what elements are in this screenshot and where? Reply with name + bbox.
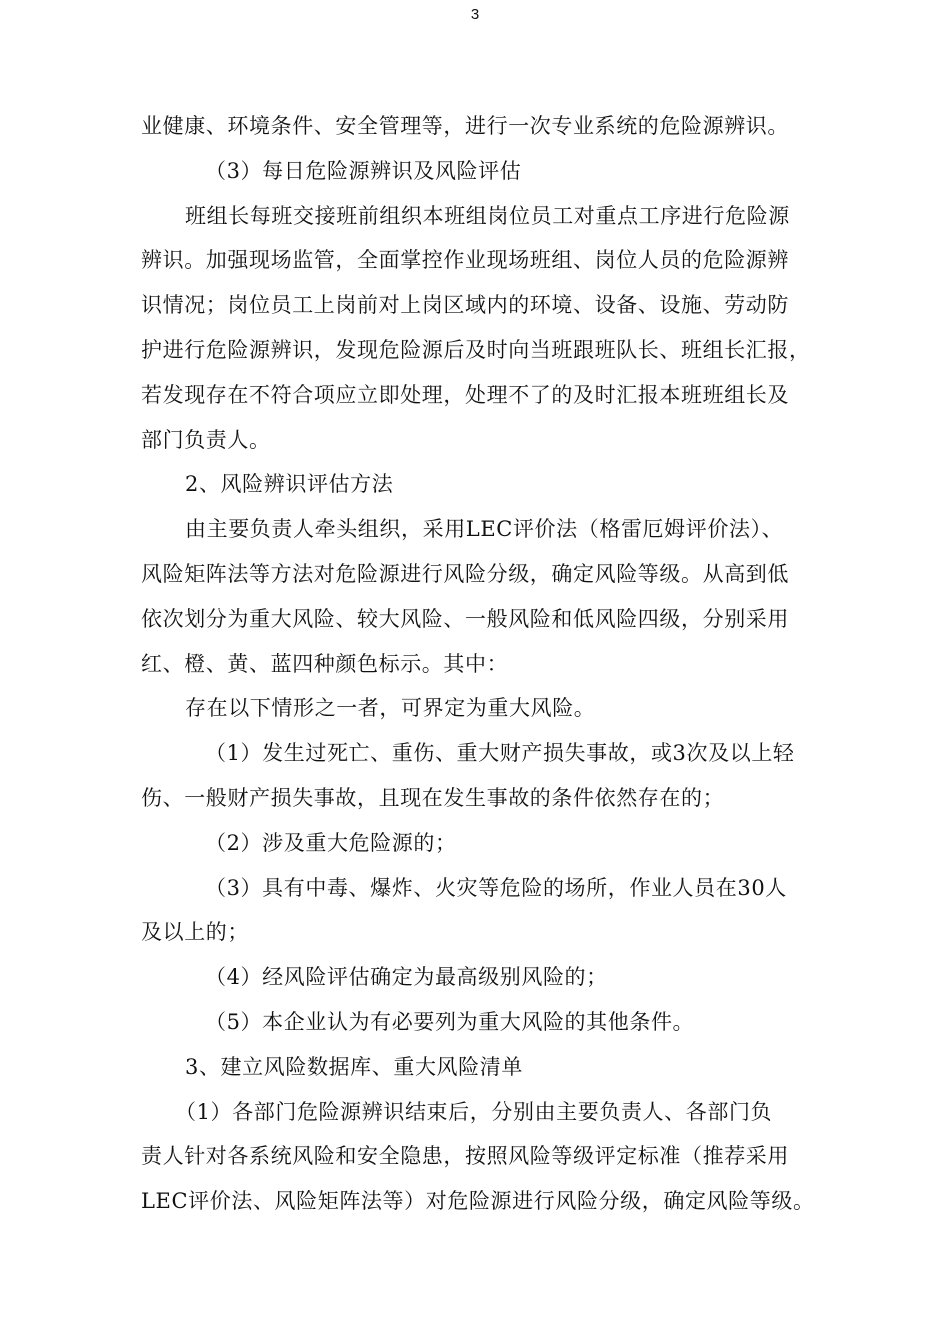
text-line: 若发现存在不符合项应立即处理，处理不了的及时汇报本班班组长及 xyxy=(141,382,789,407)
list-item: （5）本企业认为有必要列为重大风险的其他条件。 xyxy=(205,1009,695,1034)
list-item: （3）具有中毒、爆炸、火灾等危险的场所，作业人员在30人 xyxy=(205,875,787,900)
text-line: 责人针对各系统风险和安全隐患，按照风险等级评定标准（推荐采用 xyxy=(141,1144,789,1169)
text-line: 业健康、环境条件、安全管理等，进行一次专业系统的危险源辨识。 xyxy=(141,114,789,138)
body-text xyxy=(141,104,831,1224)
section-heading-risk-method: 2、风险辨识评估方法 xyxy=(185,472,394,497)
text-line: 识情况；岗位员工上岗前对上岗区域内的环境、设备、设施、劳动防 xyxy=(141,293,789,318)
text-line: 红、橙、黄、蓝四种颜色标示。其中： xyxy=(141,651,509,676)
subheading-daily-hazard: （3）每日危险源辨识及风险评估 xyxy=(205,158,522,183)
text-line: 部门负责人。 xyxy=(141,427,271,452)
page-number: 3 xyxy=(470,6,480,23)
text-line: 依次划分为重大风险、较大风险、一般风险和低风险四级，分别采用 xyxy=(141,606,789,631)
list-item: （1）发生过死亡、重伤、重大财产损失事故，或3次及以上轻 xyxy=(205,741,795,766)
text-line: 伤、一般财产损失事故，且现在发生事故的条件依然存在的； xyxy=(141,785,725,810)
text-line: 辨识。加强现场监管，全面掌控作业现场班组、岗位人员的危险源辨 xyxy=(141,248,789,273)
list-item: （2）涉及重大危险源的； xyxy=(205,830,457,855)
list-item: （1）各部门危险源辨识结束后，分别由主要负责人、各部门负 xyxy=(175,1099,773,1124)
section-heading-risk-database: 3、建立风险数据库、重大风险清单 xyxy=(185,1054,523,1079)
text-line: 由主要负责人牵头组织，采用LEC评价法（格雷厄姆评价法）、 xyxy=(185,517,784,542)
text-line: 存在以下情形之一者，可界定为重大风险。 xyxy=(185,696,596,721)
text-line: 风险矩阵法等方法对危险源进行风险分级，确定风险等级。从高到低 xyxy=(141,561,789,586)
text-line: 班组长每班交接班前组织本班组岗位员工对重点工序进行危险源 xyxy=(185,203,790,228)
text-line: 及以上的； xyxy=(141,920,249,945)
text-line: LEC评价法、风险矩阵法等）对危险源进行风险分级，确定风险等级。 xyxy=(141,1189,815,1214)
text-line: 护进行危险源辨识，发现危险源后及时向当班跟班队长、班组长汇报， xyxy=(141,337,811,362)
list-item: （4）经风险评估确定为最高级别风险的； xyxy=(205,965,608,990)
